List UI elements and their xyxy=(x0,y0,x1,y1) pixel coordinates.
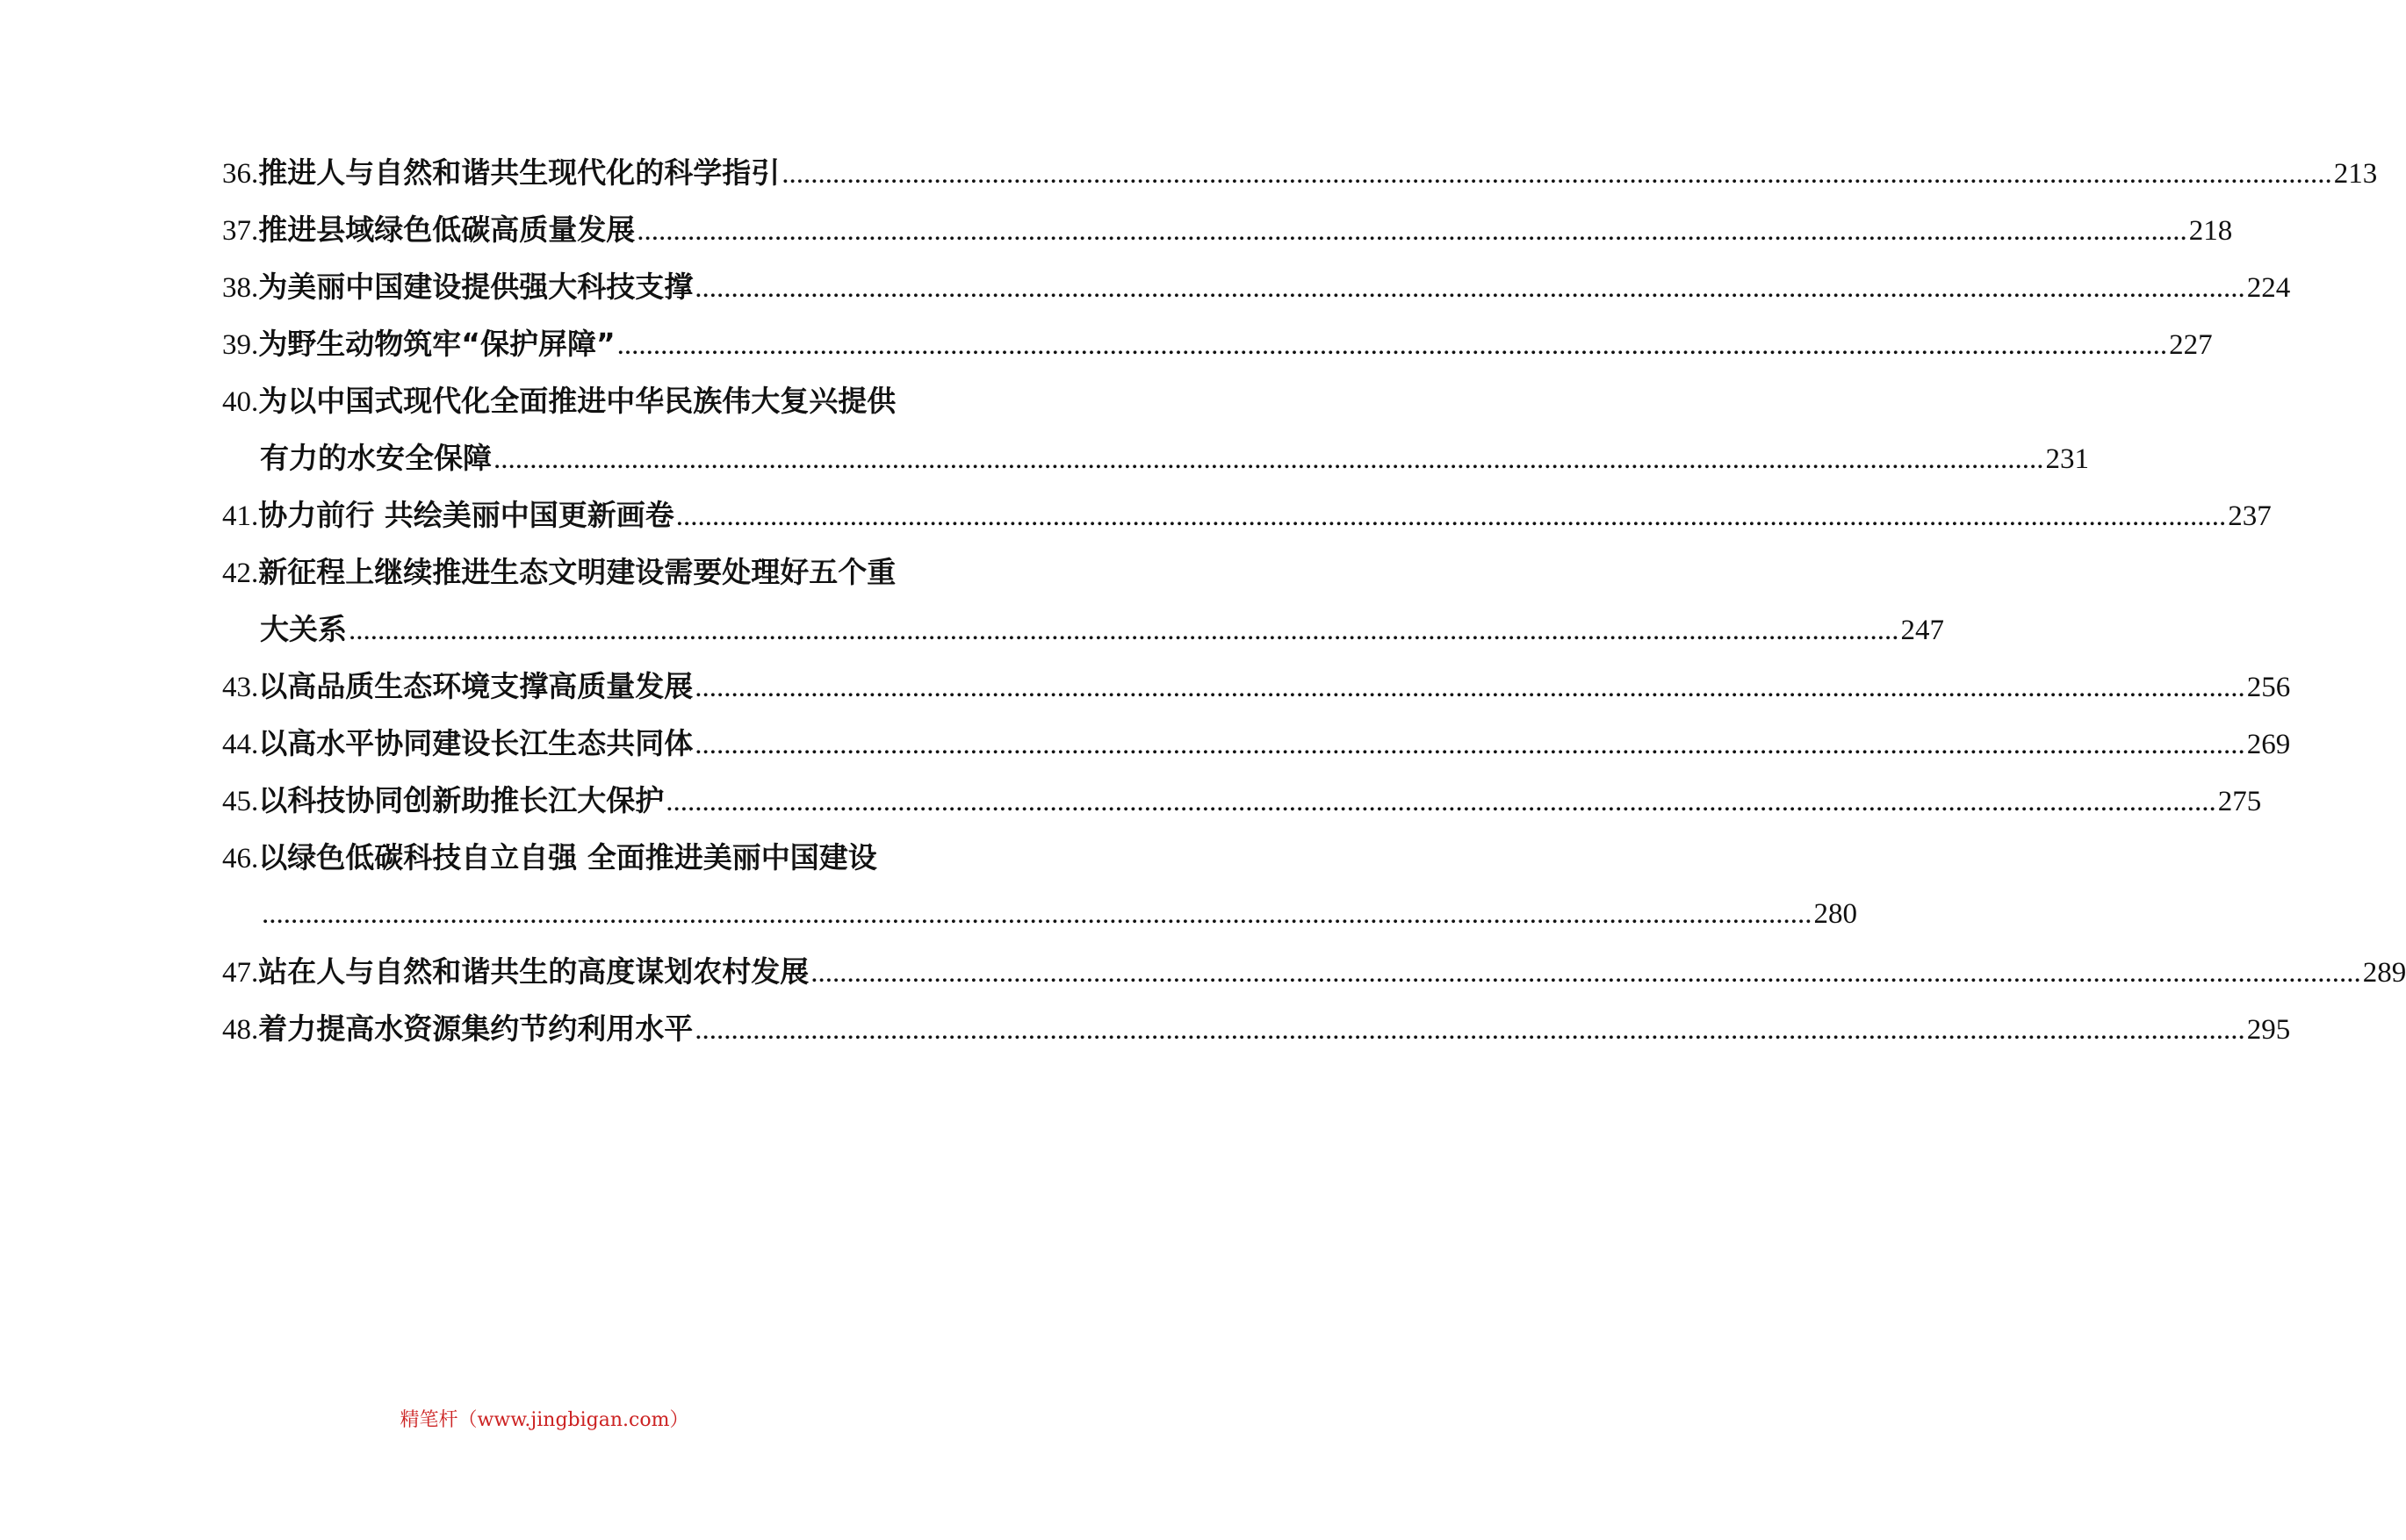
toc-entry[interactable] xyxy=(222,372,2089,486)
toc-entry-line xyxy=(222,658,2291,715)
toc-entry-title: 以高水平协同建设长江生态共同体 xyxy=(258,726,694,760)
toc-entry-continuation xyxy=(222,886,1857,943)
toc-entry-title: 有力的水安全保障 xyxy=(260,441,492,475)
toc-entry[interactable] xyxy=(222,715,2291,772)
toc-entry-continuation xyxy=(222,429,2089,486)
toc-page-number: 269 xyxy=(2246,729,2291,760)
toc-entry-title: 为美丽中国建设提供强大科技支撑 xyxy=(258,270,694,304)
toc-entry-title: 为野生动物筑牢“保护屏障” xyxy=(258,327,616,361)
toc-dot-leader xyxy=(676,488,2227,545)
toc-entry-title: 着力提高水资源集约节约利用水平 xyxy=(258,1011,694,1046)
toc-entry-line xyxy=(222,1000,2291,1057)
toc-entry-number: 37. xyxy=(222,215,259,247)
toc-page-number: 275 xyxy=(2217,786,2262,817)
toc-entry-number: 41. xyxy=(222,500,259,532)
toc-entry-line xyxy=(222,372,920,429)
toc-dot-leader xyxy=(695,716,2245,774)
toc-entry-line xyxy=(222,829,920,886)
toc-entry-number: 38. xyxy=(222,272,259,304)
toc-page-number: 256 xyxy=(2246,672,2291,703)
toc-entry-title: 推进县域绿色低碳高质量发展 xyxy=(258,212,636,247)
toc-entry-number: 36. xyxy=(222,158,259,190)
toc-dot-leader xyxy=(493,431,2044,488)
toc-entry-line xyxy=(222,144,2378,201)
toc-entry-title: 站在人与自然和谐共生的高度谋划农村发展 xyxy=(258,954,810,989)
toc-entry[interactable] xyxy=(222,543,1944,658)
toc-entry-number: 45. xyxy=(222,786,259,817)
toc-page-number: 280 xyxy=(1813,898,1857,930)
toc-entry-number: 48. xyxy=(222,1014,259,1046)
toc-entry-line xyxy=(222,486,2272,543)
toc-entry[interactable] xyxy=(222,943,2406,1000)
toc-entry-number: 47. xyxy=(222,957,259,989)
toc-entry[interactable] xyxy=(222,829,1857,943)
toc-entry-title: 以科技协同创新助推长江大保护 xyxy=(258,783,665,817)
toc-page-number: 231 xyxy=(2045,443,2089,475)
toc-entry[interactable] xyxy=(222,144,2378,201)
toc-dot-leader xyxy=(695,659,2245,716)
toc-entry-title: 以绿色低碳科技自立自强 全面推进美丽中国建设 xyxy=(258,840,877,874)
toc-entry-number: 44. xyxy=(222,729,259,760)
toc-page-number: 289 xyxy=(2362,957,2406,989)
toc-entry-title: 协力前行 共绘美丽中国更新画卷 xyxy=(258,498,674,532)
toc-dot-leader xyxy=(810,945,2361,1002)
toc-entry-line xyxy=(222,715,2291,772)
toc-page-number: 227 xyxy=(2169,329,2213,361)
toc-dot-leader xyxy=(695,1002,2245,1059)
toc-page-number: 247 xyxy=(1900,615,1944,646)
toc-entry-title: 大关系 xyxy=(260,612,347,646)
toc-entry-line xyxy=(222,315,2213,372)
toc-entry-title: 以高品质生态环境支撑高质量发展 xyxy=(258,669,694,703)
toc-dot-leader xyxy=(666,774,2216,831)
toc-dot-leader xyxy=(617,317,2168,374)
toc-entry-line xyxy=(222,258,2291,315)
toc-page-number: 237 xyxy=(2228,500,2272,532)
toc-page-number: 295 xyxy=(2246,1014,2291,1046)
toc-entry-number: 43. xyxy=(222,672,259,703)
toc-entry[interactable] xyxy=(222,772,2262,829)
toc-entry-line xyxy=(222,943,2406,1000)
toc-entry[interactable] xyxy=(222,315,2213,372)
footer-watermark: 精笔杆（www.jingbigan.com） xyxy=(400,1409,689,1431)
toc-entry-number: 40. xyxy=(222,386,259,418)
toc-entry-number: 39. xyxy=(222,329,259,361)
toc-entry-title: 为以中国式现代化全面推进中华民族伟大复兴提供 xyxy=(258,384,897,418)
toc-entry-continuation xyxy=(222,601,1944,658)
toc-entry-number: 46. xyxy=(222,843,259,874)
toc-dot-leader xyxy=(262,886,1812,943)
toc-entry[interactable] xyxy=(222,658,2291,715)
toc-dot-leader xyxy=(782,146,2332,203)
toc-page-number: 218 xyxy=(2188,215,2233,247)
toc-entry-line xyxy=(222,543,920,601)
toc-page-number: 224 xyxy=(2246,272,2291,304)
toc-entry[interactable] xyxy=(222,1000,2291,1057)
table-of-contents xyxy=(222,144,2406,1057)
toc-dot-leader xyxy=(637,203,2187,260)
toc-entry[interactable] xyxy=(222,486,2272,543)
toc-entry-line xyxy=(222,772,2262,829)
toc-entry[interactable] xyxy=(222,201,2233,258)
toc-entry-title: 推进人与自然和谐共生现代化的科学指引 xyxy=(258,155,781,190)
toc-dot-leader xyxy=(695,260,2245,317)
toc-entry[interactable] xyxy=(222,258,2291,315)
toc-page-number: 213 xyxy=(2333,158,2378,190)
toc-entry-line xyxy=(222,201,2233,258)
toc-entry-title: 新征程上继续推进生态文明建设需要处理好五个重 xyxy=(258,555,897,589)
toc-dot-leader xyxy=(349,602,1899,659)
toc-entry-number: 42. xyxy=(222,558,259,589)
